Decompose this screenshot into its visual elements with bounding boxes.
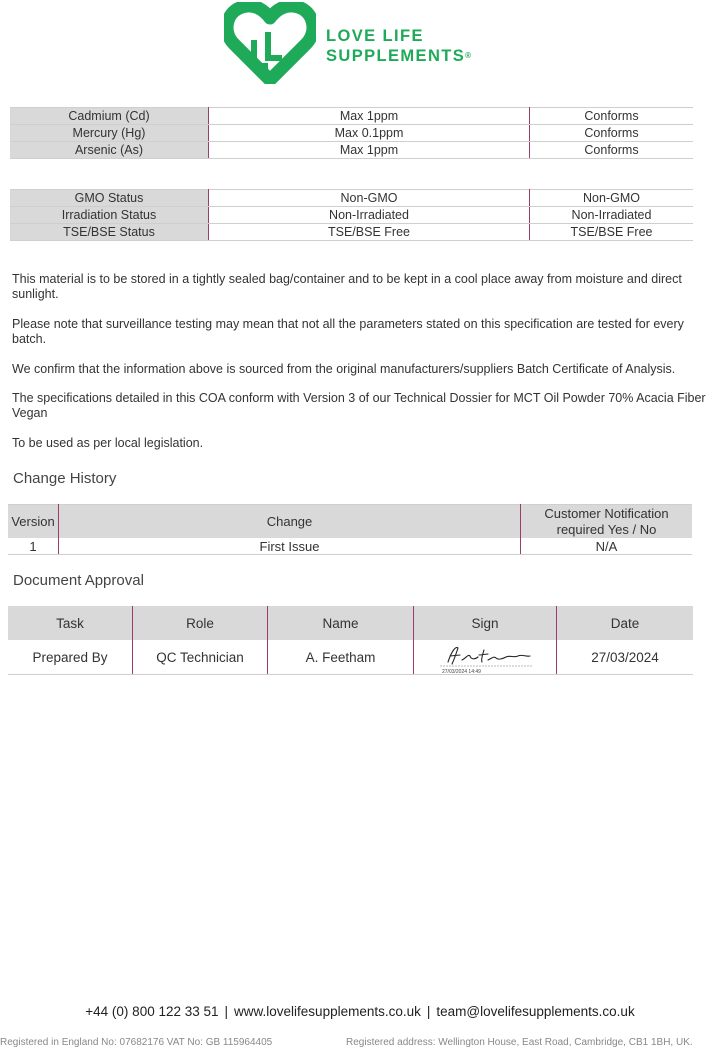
storage-note: This material is to be stored in a tightly sealed bag/container and to be kept in a cool place away from moisture and direct sunlight. (12, 272, 682, 301)
sign-cell (414, 640, 557, 675)
footer-email-link[interactable]: team@lovelifesupplements.co.uk (436, 1004, 635, 1019)
result-cell: Conforms (530, 125, 694, 142)
spec-cell: TSE/BSE Free (209, 224, 530, 241)
brand-logo-heart-icon (224, 2, 316, 84)
table-row (10, 224, 693, 241)
param-cell: Arsenic (As) (10, 142, 209, 159)
param-cell: Mercury (Hg) (10, 125, 209, 142)
signature-scribble-icon (426, 640, 544, 670)
document-approval-table (8, 606, 693, 675)
spec-cell: Max 1ppm (209, 108, 530, 125)
table-header-row (8, 606, 693, 640)
footer-registered-address: Registered address: Wellington House, East Road, Cambridge, CB1 1BH, UK. (346, 1037, 693, 1048)
footer-phone: +44 (0) 800 122 33 51 (85, 1004, 219, 1019)
brand-name-line1: LOVE LIFE (326, 27, 424, 45)
table-row (10, 125, 693, 142)
notification-header-line2: required Yes / No (556, 521, 657, 537)
signature (426, 640, 544, 674)
spec-cell: Max 0.1ppm (209, 125, 530, 142)
task-header: Task (8, 606, 133, 640)
footer-separator: | (426, 1004, 431, 1019)
document-approval-title: Document Approval (13, 572, 144, 589)
change-header: Change (59, 505, 521, 539)
table-row (8, 640, 693, 675)
footer-contact (0, 1004, 720, 1019)
spec-cell: Non-Irradiated (209, 207, 530, 224)
task-cell: Prepared By (8, 640, 133, 675)
table-row (10, 207, 693, 224)
role-header: Role (133, 606, 268, 640)
notification-header (521, 505, 693, 539)
table-row (8, 538, 692, 555)
sign-header: Sign (414, 606, 557, 640)
signature-timestamp: 27/03/2024 14:49 (442, 669, 481, 675)
notification-header-line1: Customer Notification (544, 505, 669, 521)
result-cell: Conforms (530, 108, 694, 125)
confirmation-note: We confirm that the information above is sourced from the original manufacturers/suppliers Batch Certificate of Analysis. (12, 362, 676, 376)
brand-name-line2: SUPPLEMENTS (326, 47, 466, 65)
spec-cell: Non-GMO (209, 190, 530, 207)
status-table (10, 189, 693, 241)
date-cell: 27/03/2024 (557, 640, 694, 675)
footer-website-link[interactable]: www.lovelifesupplements.co.uk (234, 1004, 421, 1019)
footer-registration: Registered in England No: 07682176 VAT No: GB 115964405 (0, 1037, 273, 1048)
registered-mark: ® (465, 51, 472, 60)
change-history-title: Change History (13, 470, 117, 487)
table-header-row (8, 505, 692, 539)
table-row (10, 108, 693, 125)
notification-cell: N/A (521, 538, 693, 555)
result-cell: Conforms (530, 142, 694, 159)
footer-separator: | (224, 1004, 229, 1019)
dossier-note: The specifications detailed in this COA conform with Version 3 of our Technical Dossier for MCT Oil Powder 70% Acacia Fiber Vegan (12, 391, 706, 420)
name-cell: A. Feetham (268, 640, 414, 675)
version-header: Version (8, 505, 59, 539)
param-cell: Cadmium (Cd) (10, 108, 209, 125)
table-row (10, 142, 693, 159)
surveillance-note: Please note that surveillance testing may mean that not all the parameters stated on this specification are tested for every batch. (12, 317, 684, 346)
param-cell: GMO Status (10, 190, 209, 207)
legislation-note: To be used as per local legislation. (12, 436, 204, 450)
role-cell: QC Technician (133, 640, 268, 675)
result-cell: Non-GMO (530, 190, 694, 207)
result-cell: Non-Irradiated (530, 207, 694, 224)
change-history-table (8, 504, 692, 555)
brand-name (326, 26, 471, 66)
change-cell: First Issue (59, 538, 521, 555)
version-cell: 1 (8, 538, 59, 555)
table-row (10, 190, 693, 207)
name-header: Name (268, 606, 414, 640)
date-header: Date (557, 606, 694, 640)
heavy-metals-table (10, 107, 693, 159)
result-cell: TSE/BSE Free (530, 224, 694, 241)
spec-cell: Max 1ppm (209, 142, 530, 159)
param-cell: Irradiation Status (10, 207, 209, 224)
param-cell: TSE/BSE Status (10, 224, 209, 241)
